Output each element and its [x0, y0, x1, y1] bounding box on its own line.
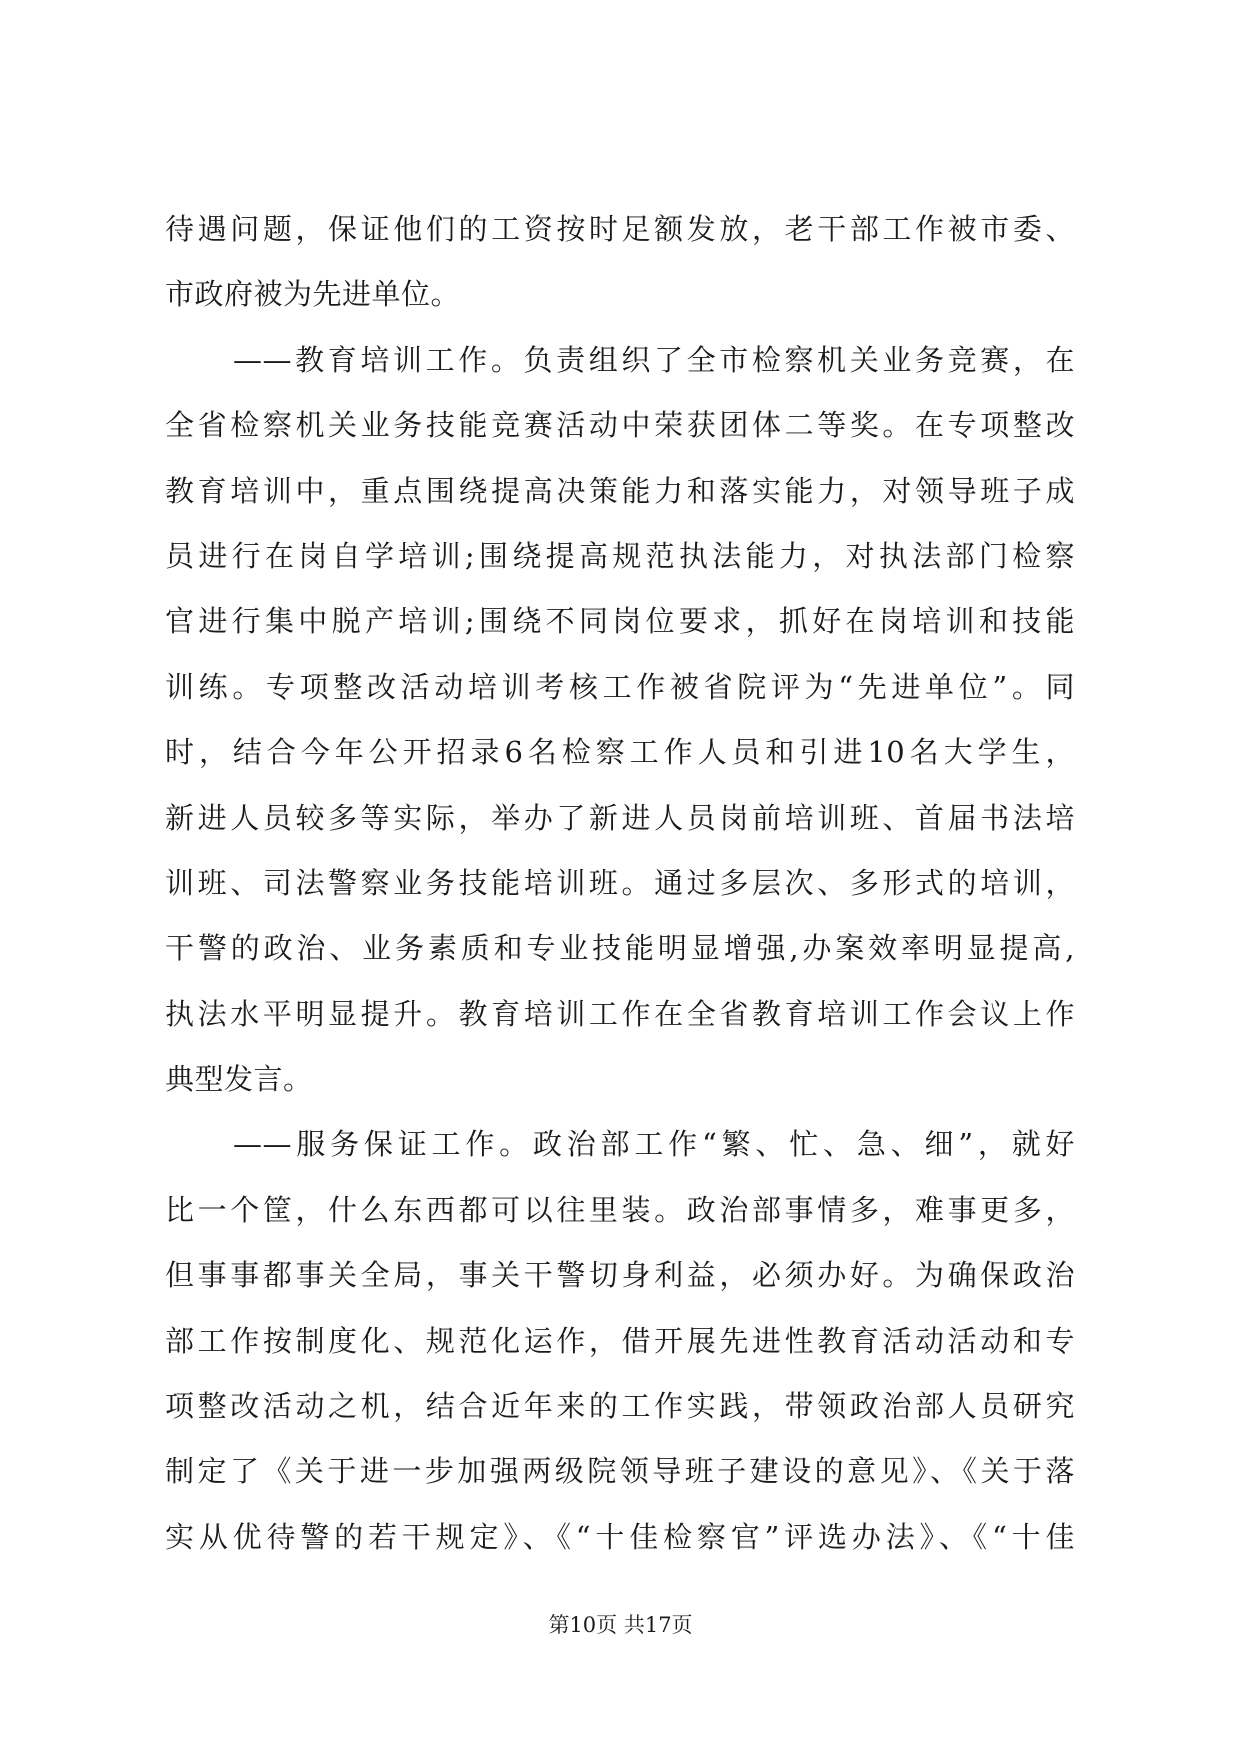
text-line: 待遇问题，保证他们的工资按时足额发放，老干部工作被市委、 — [165, 212, 1075, 246]
text-line: 实从优待警的若干规定》、《“十佳检察官”评选办法》、《“十佳 — [165, 1519, 1075, 1554]
text-line: 部工作按制度化、规范化运作，借开展先进性教育活动活动和专 — [165, 1323, 1075, 1358]
text-line: 比一个筐，什么东西都可以往里装。政治部事情多，难事更多， — [165, 1192, 1075, 1227]
text-line: 全省检察机关业务技能竞赛活动中荣获团体二等奖。在专项整改 — [165, 408, 1075, 443]
text-line: 训练。专项整改活动培训考核工作被省院评为“先进单位”。同 — [165, 669, 1075, 704]
text-line: 执法水平明显提升。教育培训工作在全省教育培训工作会议上作 — [165, 996, 1075, 1031]
paragraph — [165, 197, 1075, 328]
paragraph — [165, 328, 1075, 1113]
text-line: 但事事都事关全局，事关干警切身利益，必须办好。为确保政治 — [165, 1258, 1075, 1293]
text-line: 教育培训中，重点围绕提高决策能力和落实能力，对领导班子成 — [165, 473, 1075, 508]
page-footer: 第10页 共17页 — [548, 1613, 693, 1637]
text-line: 时，结合今年公开招录6名检察工作人员和引进10名大学生， — [165, 735, 1075, 770]
text-line: 新进人员较多等实际，举办了新进人员岗前培训班、首届书法培 — [165, 800, 1075, 835]
text-line: 官进行集中脱产培训;围绕不同岗位要求，抓好在岗培训和技能 — [165, 604, 1075, 639]
text-line: 市政府被为先进单位。 — [165, 277, 461, 312]
text-line: 干警的政治、业务素质和专业技能明显增强,办案效率明显提高, — [165, 931, 1075, 966]
text-line: 制定了《关于进一步加强两级院领导班子建设的意见》、《关于落 — [165, 1454, 1075, 1489]
text-line: 训班、司法警察业务技能培训班。通过多层次、多形式的培训， — [165, 865, 1075, 900]
paragraph — [165, 1112, 1075, 1570]
text-line: 员进行在岗自学培训;围绕提高规范执法能力，对执法部门检察 — [165, 538, 1075, 573]
text-line: ——教育培训工作。负责组织了全市检察机关业务竞赛，在 — [233, 342, 1075, 377]
text-line: ——服务保证工作。政治部工作“繁、忙、急、细”，就好 — [233, 1127, 1075, 1162]
document-body — [165, 197, 1075, 1570]
text-line: 典型发言。 — [165, 1062, 313, 1097]
text-line: 项整改活动之机，结合近年来的工作实践，带领政治部人员研究 — [165, 1389, 1075, 1424]
